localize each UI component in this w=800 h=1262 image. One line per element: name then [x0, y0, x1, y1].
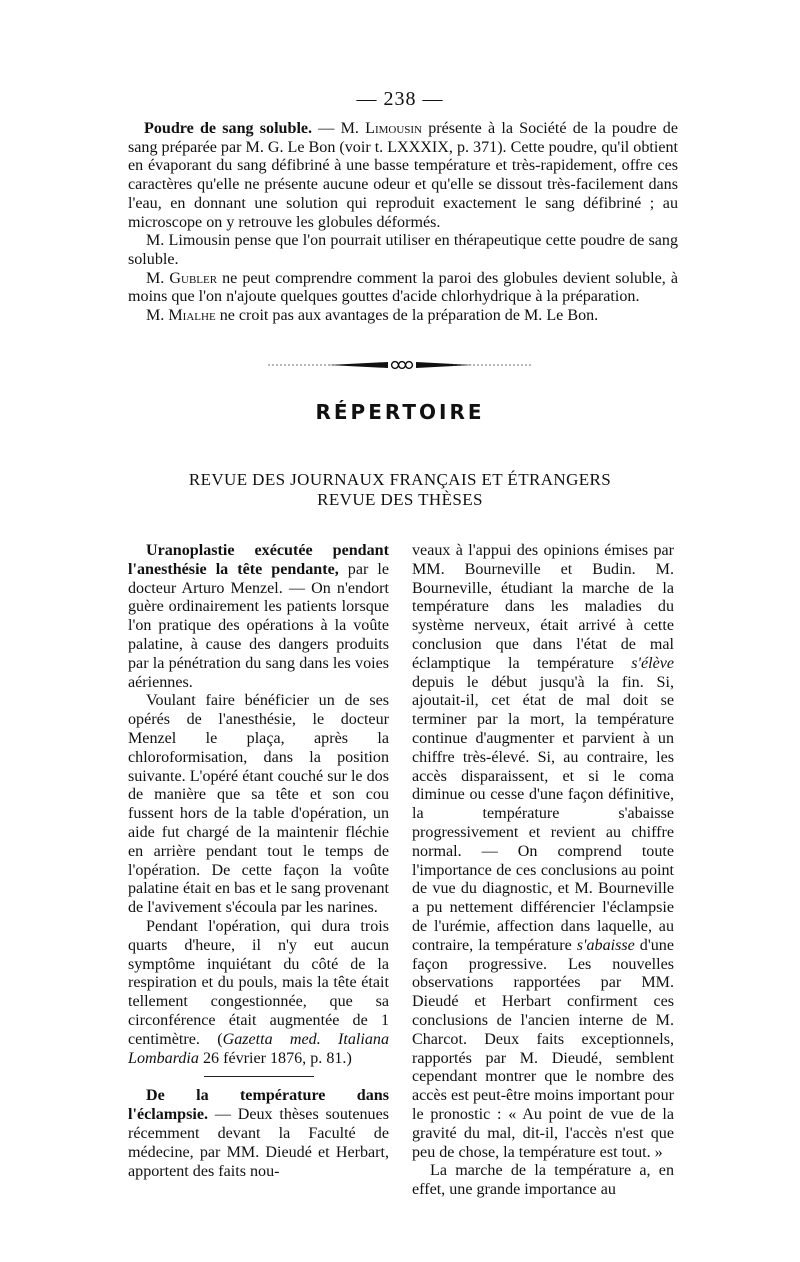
paragraph-gubler [128, 270, 678, 307]
paragraph-text: 26 février 1876, p. 81.) [198, 1049, 352, 1067]
paragraph: Voulant faire bénéficier un de ses opérés de l'anesthésie, le docteur Menzel le plaça, après la chloroformisation, dans la position suivante. L'opéré étant couché sur le dos de manière que sa tête et son cou fussent hors de la table d'opération, un aide fut chargé de la maintenir fléchie en arrière pendant tout le temps de l'opération. De cette façon la voûte palatine était en bas et le sang provenant de l'avivement s'écoula par les narines. [128, 692, 389, 917]
article-uranoplastie [128, 542, 389, 692]
author-name: Gubler [169, 269, 218, 287]
emphasis: s'élève [631, 654, 674, 672]
paragraph-text: présente à la Société de la poudre de sang préparée par M. G. Le Bon (voir t. LXXXIX, p. 371). Cette poudre, qu'il obtient en évaporant du sang défibriné à une basse température et très-rapidement, offre ces caractères qu'elle ne présente aucune odeur et qu'elle se dissout très-facilement dans l'eau, en donnant une solution qui reproduit exactement le sang défibriné ; au microscope on y retrouve les globules déformés. [128, 120, 678, 231]
citation: Gazetta med. Italiana Lombardia [128, 1030, 389, 1067]
paragraph-text: Pendant l'opération, qui dura trois quarts d'heure, il n'y eut aucun symptôme inquiétant du côté de la respiration et du pouls, mais la tête était tellement congestionnée, que sa circonférence était augmentée de 1 centimètre. ( [128, 917, 389, 1048]
paragraph-limousin: M. Limousin pense que l'on pourrait utiliser en thérapeutique cette poudre de sang soluble. [128, 232, 678, 268]
article-title: Uranoplastie exécutée pendant l'anesthésie la tête pendante, [128, 542, 389, 578]
left-column [128, 542, 389, 1181]
article-separator [204, 1076, 314, 1077]
paragraph-text: par le docteur Arturo Menzel. — On n'endort guère ordinairement les patients lorsque l'on pratique des opérations à la voûte palatine, à cause des dangers produits par la pénétration du sang dans les voies aériennes. [128, 560, 389, 691]
emphasis: s'abaisse [576, 936, 635, 954]
paragraph-text: ne croit pas aux avantages de la préparation de M. Le Bon. [215, 307, 599, 325]
paragraph-text: ne peut comprendre comment la paroi des globules devient soluble, à moins que l'on n'ajoute quelques gouttes d'acide chlorhydrique à la préparation. [128, 269, 678, 306]
paragraph-poudre-de-sang [128, 120, 678, 232]
section-heading: RÉPERTOIRE [315, 400, 485, 424]
paragraph-text: d'une façon progressive. Les nouvelles observations rapportées par MM. Dieudé et Herbart confirment ces conclusions de l'ancien interne de M. Charcot. Deux faits exceptionnels, rapportés par M. Dieudé, semblent cependant montrer que le nombre des accès est peut-être moins important pour le pronostic : « Au point de vue de la gravité du mal, dit-il, l'accès n'est que peu de chose, la température est tout. » [412, 936, 674, 1161]
paragraph-text: veaux à l'appui des opinions émises par MM. Bourneville et Budin. M. Bourneville, étudiant la marche de la température dans les maladies du système nerveux, était arrivé à cette conclusion que dans l'état de mal éclamptique la température [412, 542, 674, 672]
paragraph [412, 542, 674, 1162]
subtitle-line-2: REVUE DES THÈSES [317, 490, 483, 509]
paragraph-mialhe [128, 307, 678, 326]
prefix-text: M. [146, 269, 170, 287]
paragraph-text: depuis le début jusqu'à la fin. Si, ajoutait-il, cet état de mal doit se terminer par la mort, la température continue d'augmenter et parvient à un chiffre très-élevé. Si, au contraire, les accès disparaissent, et si le coma diminue ou cesse d'une façon définitive, la température s'abaisse progressivement et revient au chiffre normal. — On comprend toute l'importance de ces conclusions au point de vue du diagnostic, et M. Bourneville a pu nettement différencier l'éclampsie de l'urémie, affection dans laquelle, au contraire, la température [412, 673, 674, 954]
subtitle-line-1: REVUE DES JOURNAUX FRANÇAIS ET ÉTRANGERS [188, 470, 612, 489]
paragraph: La marche de la température a, en effet, une grande importance au [412, 1162, 674, 1199]
paragraph [128, 918, 389, 1068]
article-title: De la température dans l'éclampsie. [128, 1087, 389, 1124]
prefix-text: M. [146, 307, 169, 325]
page-number: — 238 — [356, 88, 444, 110]
right-column [412, 542, 674, 1200]
author-name: Limousin [365, 120, 422, 137]
article-eclampsie [128, 1087, 389, 1181]
article-title: Poudre de sang soluble. [144, 120, 313, 137]
ornament-divider [268, 358, 533, 372]
section-subtitle [0, 470, 800, 510]
paragraph-text: — Deux thèses soutenues récemment devant la Faculté de médecine, par MM. Dieudé et Herbart, apportent des faits nou- [128, 1106, 389, 1180]
society-report [128, 120, 678, 326]
author-name: Mialhe [168, 307, 216, 325]
dash-text: — M. [312, 120, 366, 137]
